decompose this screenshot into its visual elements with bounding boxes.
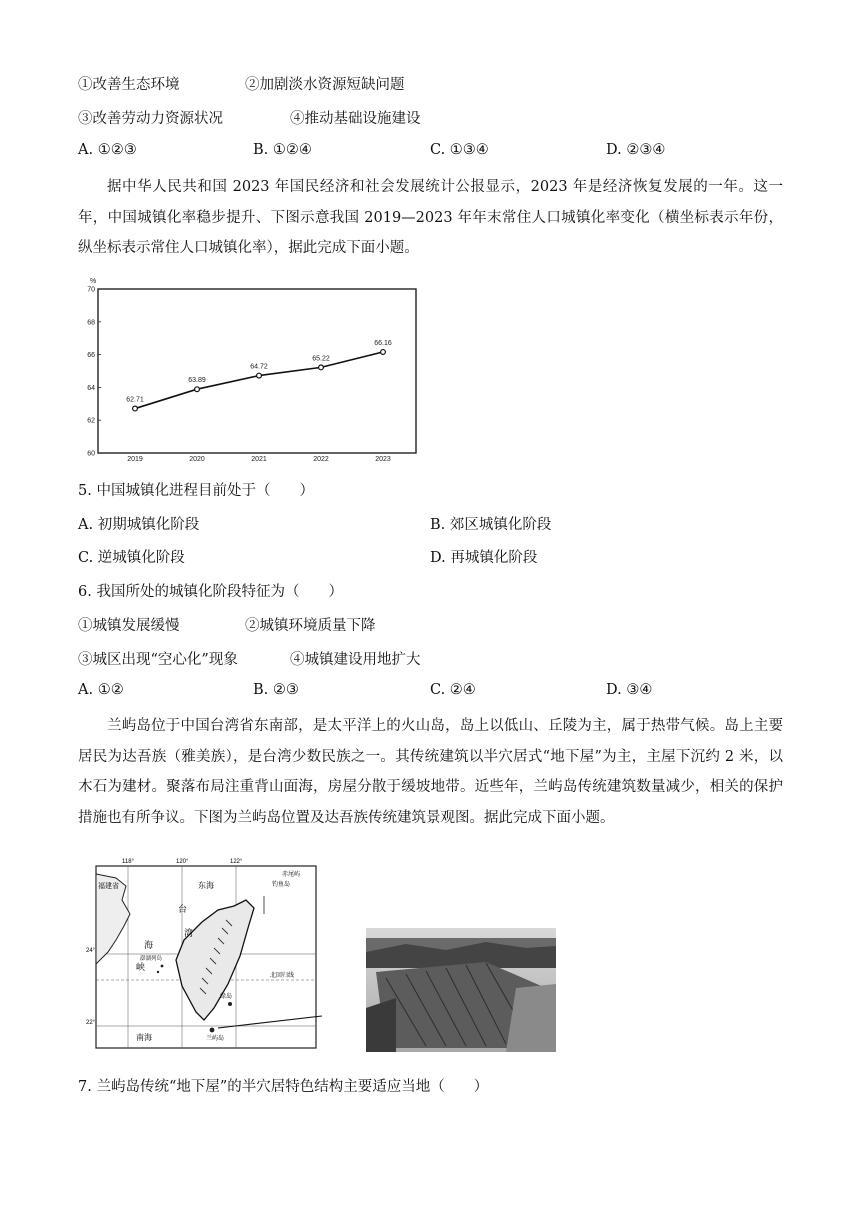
q6-choice-a: A. ①②: [78, 682, 124, 698]
label-chiwei: 赤尾屿: [282, 872, 301, 878]
data-label: 66.16: [374, 339, 392, 347]
x-tick-label: 2022: [313, 456, 329, 463]
q6-choice-d: D. ③④: [606, 682, 653, 698]
q5-choice-b: B. 郊区城镇化阶段: [430, 517, 552, 533]
label-tai: 台: [178, 904, 188, 914]
q5-choice-d: D. 再城镇化阶段: [430, 550, 538, 566]
lon-label-118: 118°: [122, 859, 134, 865]
q6-choice-c: C. ②④: [430, 682, 476, 698]
passage-urbanization: 据中华人民共和国 2023 年国民经济和社会发展统计公报显示，2023 年是经济恢复发展的一年。这一年，中国城镇化率稳步提升、下图示意我国 2019—2023 年年末常住人口城镇化率变化（横坐标表示年份，纵坐标表示常住人口城镇化率），据此完成下面小题。: [78, 179, 783, 256]
data-point: [319, 365, 324, 370]
lat-label-22: 22°: [86, 1020, 96, 1026]
q6-option-3: ③城区出现“空心化”现象: [78, 652, 238, 668]
lon-label-122: 122°: [230, 859, 243, 865]
label-diaoyu: 钓鱼岛: [272, 882, 291, 888]
y-tick-label: 66: [87, 352, 95, 360]
q6-choice-b: B. ②③: [253, 682, 299, 698]
label-xia: 峡: [136, 962, 146, 972]
data-point: [195, 387, 200, 392]
q5-stem: 5. 中国城镇化进程目前处于（ ）: [78, 483, 314, 499]
label-south-sea: 南海: [136, 1033, 152, 1042]
q5-choice-a: A. 初期城镇化阶段: [78, 517, 200, 533]
x-tick-label: 2023: [375, 456, 391, 463]
prev-choice-d: D. ②③④: [606, 142, 666, 158]
data-label: 64.72: [250, 363, 268, 371]
penghu-islands: [161, 965, 164, 968]
y-tick-label: 70: [87, 286, 95, 294]
label-hai: 海: [144, 940, 154, 950]
data-label: 62.71: [126, 396, 144, 404]
y-tick-label: 62: [87, 417, 95, 425]
data-point: [133, 406, 138, 411]
label-east-sea: 东海: [198, 881, 214, 890]
prev-option-2: ②加剧淡水资源短缺问题: [245, 77, 405, 93]
prev-choice-a: A. ①②③: [78, 142, 137, 158]
q6-option-4: ④城镇建设用地扩大: [290, 652, 421, 668]
urbanization-line-chart: [78, 278, 438, 463]
q7-stem: 7. 兰屿岛传统“地下屋”的半穴居特色结构主要适应当地（ ）: [78, 1079, 489, 1095]
y-tick-label: 68: [87, 319, 95, 327]
y-tick-label: 60: [87, 450, 95, 458]
q6-stem: 6. 我国所处的城镇化阶段特征为（ ）: [78, 584, 343, 600]
prev-option-1: ①改善生态环境: [78, 77, 180, 93]
q6-option-1: ①城镇发展缓慢: [78, 618, 180, 634]
x-tick-label: 2020: [189, 456, 205, 463]
green-island: [228, 1002, 232, 1006]
taiwan-location-map: [86, 856, 322, 1056]
q5-choice-c: C. 逆城镇化阶段: [78, 550, 185, 566]
series-line: [135, 352, 383, 409]
prev-option-4: ④推动基础设施建设: [290, 111, 421, 127]
label-green-island: 绿岛: [220, 994, 233, 1000]
prev-choice-c: C. ①③④: [430, 142, 489, 158]
data-point: [257, 373, 262, 378]
label-penghu: 澎湖列岛: [140, 956, 163, 962]
x-tick-label: 2019: [127, 456, 143, 463]
x-tick-label: 2021: [251, 456, 267, 463]
label-lanyu: 兰屿岛: [206, 1036, 225, 1042]
lanyu-island: [210, 1028, 215, 1033]
plot-frame: [98, 289, 416, 453]
y-unit-label: %: [90, 278, 97, 285]
y-tick-label: 64: [87, 384, 95, 392]
data-label: 65.22: [312, 355, 330, 363]
prev-option-3: ③改善劳动力资源状况: [78, 111, 223, 127]
data-label: 63.89: [188, 377, 206, 385]
lat-label-24: 24°: [86, 948, 96, 954]
label-tropic: 北回归线: [270, 973, 295, 979]
label-fujian: 福建省: [98, 883, 119, 890]
data-point: [381, 350, 386, 355]
prev-choice-b: B. ①②④: [253, 142, 312, 158]
label-wan: 湾: [184, 928, 194, 938]
q6-option-2: ②城镇环境质量下降: [245, 618, 376, 634]
lon-label-120: 120°: [176, 859, 189, 865]
passage-lanyu: 兰屿岛位于中国台湾省东南部，是太平洋上的火山岛，岛上以低山、丘陵为主，属于热带气候。岛上主要居民为达吾族（雅美族），是台湾少数民族之一。其传统建筑以半穴居式“地下屋”为主，主屋下沉约 2 米，以木石为建材。聚落布局注重背山面海，房屋分散于缓坡地带。近些年，兰屿岛传统建筑数量减少，相关的保护措施也有所争议。下图为兰屿岛位置及达吾族传统建筑景观图。据此完成下面小题。: [78, 718, 783, 826]
traditional-house-photo: [366, 928, 556, 1052]
